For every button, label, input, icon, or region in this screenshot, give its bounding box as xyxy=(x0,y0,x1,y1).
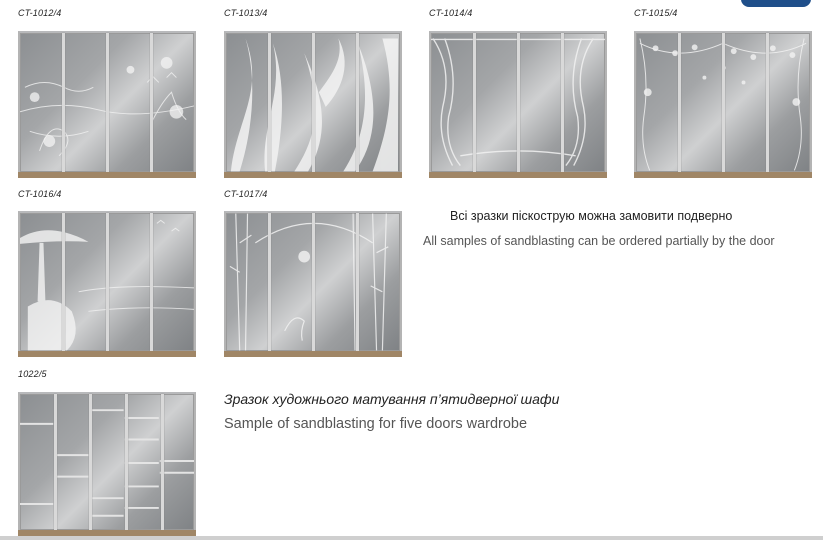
wardrobe-sample-4 xyxy=(634,31,812,172)
five-door-title-english: Sample of sandblasting for five doors wardrobe xyxy=(224,416,528,432)
note-ukrainian: Всі зразки піскострую можна замовити подверно xyxy=(450,209,733,223)
corner-brand-tab xyxy=(741,0,811,7)
wardrobe-sample-5 xyxy=(18,211,196,351)
sample-code-4: CT-1015/4 xyxy=(634,8,678,18)
sample-code-7: 1022/5 xyxy=(18,369,47,379)
sample-code-1: CT-1012/4 xyxy=(18,8,62,18)
wardrobe-sample-6 xyxy=(224,211,402,351)
sample-code-5: CT-1016/4 xyxy=(18,189,62,199)
wardrobe-sample-2 xyxy=(224,31,402,172)
bottom-scroll-bar xyxy=(0,536,823,540)
geometric-panels-icon xyxy=(20,394,194,530)
five-door-title-ukrainian: Зразок художнього матування п’ятидверної шафи xyxy=(224,391,560,407)
wardrobe-sample-7 xyxy=(18,392,196,530)
sample-code-6: CT-1017/4 xyxy=(224,189,268,199)
sample-code-3: CT-1014/4 xyxy=(429,8,473,18)
sample-code-2: CT-1013/4 xyxy=(224,8,268,18)
note-english: All samples of sandblasting can be ordered partially by the door xyxy=(423,234,775,248)
wardrobe-sample-1 xyxy=(18,31,196,172)
wardrobe-sample-3 xyxy=(429,31,607,172)
